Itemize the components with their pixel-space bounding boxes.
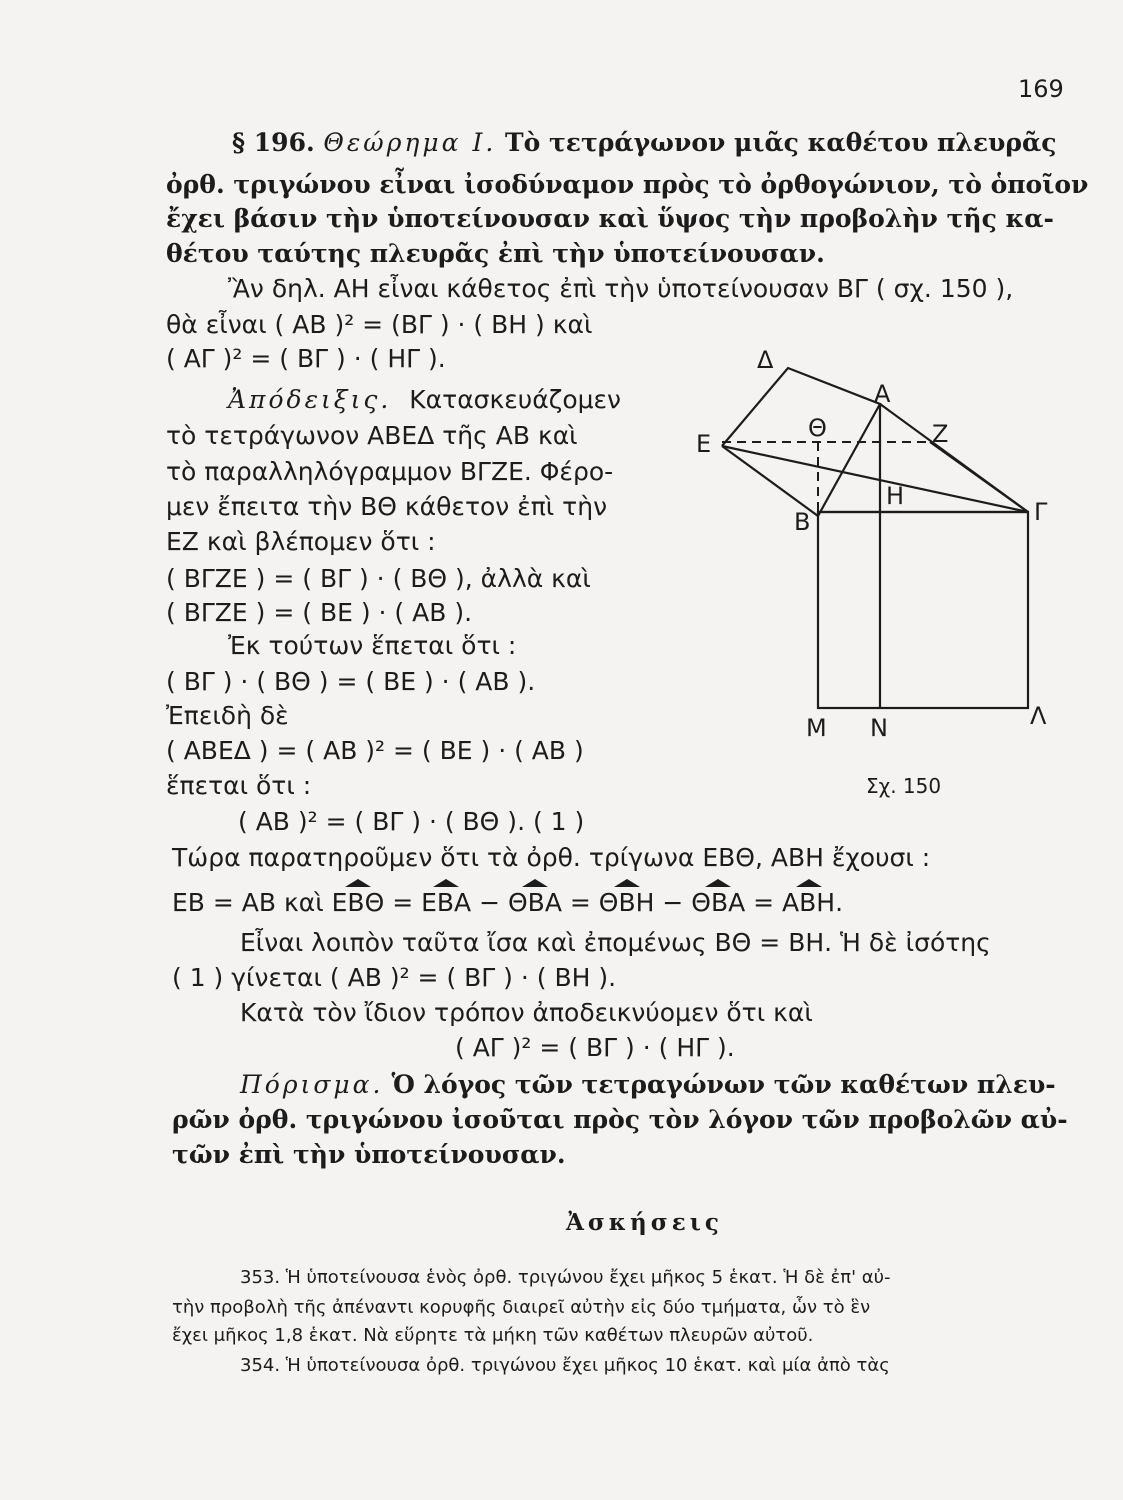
proof-line-2: τὸ τετράγωνον ΑΒΕΔ τῆς ΑΒ καὶ (166, 421, 578, 450)
minus-sign: − (471, 888, 508, 917)
section-number: § 196. (232, 128, 315, 157)
minus-sign: − (654, 888, 692, 917)
label-gamma: Γ (1034, 498, 1048, 526)
label-nu: Ν (870, 714, 888, 742)
proof-line-4: μεν ἔπειτα τὴν ΒΘ κάθετον ἐπὶ τὴν (166, 492, 608, 521)
proof-line-5: ΕΖ καὶ βλέπομεν ὅτι : (166, 527, 436, 556)
label-epsilon: Ε (696, 430, 712, 458)
proof-line-8: Ἐκ τούτων ἕπεται ὅτι : (228, 631, 517, 660)
proof-line-6: ( ΒΓΖΕ ) = ( ΒΓ ) · ( ΒΘ ), ἀλλὰ καὶ (166, 564, 591, 593)
angle-thba: ΘΒΑ (508, 888, 562, 918)
proof-label: Ἀπόδειξις. (228, 385, 392, 414)
proof-line-18: Κατὰ τὸν ἴδιον τρόπον ἀποδεικνύομεν ὅτι καὶ (240, 998, 813, 1027)
label-delta: Δ (757, 350, 774, 374)
proof-line-13: ( ΑΒ )² = ( ΒΓ ) · ( ΒΘ ). ( 1 ) (238, 807, 585, 836)
label-mu: Μ (806, 714, 827, 742)
statement-line-2: θὰ εἶναι ( ΑΒ )² = (ΒΓ ) · ( ΒΗ ) καὶ (166, 310, 593, 339)
eq-sign: = (384, 888, 422, 917)
label-alpha: Α (874, 380, 891, 408)
exercises-heading: Ἀσκήσεις (566, 1209, 723, 1236)
proof-line-7: ( ΒΓΖΕ ) = ( ΒΕ ) · ( ΑΒ ). (166, 598, 473, 627)
proof-line-16: Εἶναι λοιπὸν ταῦτα ἴσα καὶ ἐπομένως ΒΘ = ΒΗ. Ἡ δὲ ἰσότης (240, 928, 991, 957)
angle-thbh: ΘΒΗ (599, 888, 655, 918)
theorem-line-3: ἔχει βάσιν τὴν ὑποτείνουσαν καὶ ὕψος τὴν προβολὴν τῆς κα- (166, 204, 1054, 233)
label-beta: Β (794, 508, 811, 536)
period: . (835, 888, 844, 917)
corollary-line-3: τῶν ἐπὶ τὴν ὑποτείνουσαν. (172, 1140, 566, 1169)
proof-line-12: ἕπεται ὅτι : (166, 771, 312, 800)
angle-equation (172, 888, 843, 918)
angle-abh: ΑΒΗ (782, 888, 835, 918)
label-eta: Η (886, 482, 905, 510)
proof-line-3: τὸ παραλληλόγραμμον ΒΓΖΕ. Φέρο- (166, 457, 614, 486)
angle-eba: ΕΒΑ (421, 888, 471, 918)
theorem-line-2: ὀρθ. τριγώνου εἶναι ἰσοδύναμον πρὸς τὸ ὀρθογώνιον, τὸ ὁποῖον (166, 170, 1089, 199)
page-number: 169 (1018, 75, 1064, 103)
proof-line-1 (228, 385, 621, 415)
corollary-label: Πόρισμα. (240, 1070, 384, 1099)
exercise-353-line-3: ἔχει μῆκος 1,8 ἑκατ. Νὰ εὕρητε τὰ μήκη τῶν καθέτων πλευρῶν αὐτοῦ. (172, 1325, 814, 1346)
figure-150 (680, 350, 1060, 770)
proof-line-11: ( ΑΒΕΔ ) = ( ΑΒ )² = ( ΒΕ ) · ( ΑΒ ) (166, 736, 584, 765)
corollary-line-2: ρῶν ὀρθ. τριγώνου ἰσοῦται πρὸς τὸν λόγον τῶν προβολῶν αὐ- (172, 1105, 1068, 1134)
equation-start: ΕΒ = ΑΒ καὶ (172, 888, 324, 917)
exercise-354-line-1: 354. Ἡ ὑποτείνουσα ὀρθ. τριγώνου ἔχει μῆκος 10 ἑκατ. καὶ μία ἀπὸ τὰς (240, 1355, 890, 1376)
exercise-353-line-2: τὴν προβολὴ τῆς ἀπέναντι κορυφῆς διαιρεῖ αὐτὴν εἰς δύο τμήματα, ὧν τὸ ἓν (172, 1297, 871, 1318)
figure-caption: Σχ. 150 (866, 774, 942, 798)
eq-sign: = (561, 888, 599, 917)
proof-text: Κατασκευάζομεν (409, 385, 621, 414)
corollary-line-1 (240, 1070, 1056, 1100)
proof-line-14: Τώρα παρατηροῦμεν ὅτι τὰ ὀρθ. τρίγωνα ΕΒΘ, ΑΒΗ ἔχουσι : (172, 843, 931, 872)
angle-ebth: ΕΒΘ (332, 888, 385, 918)
proof-line-19: ( ΑΓ )² = ( ΒΓ ) · ( ΗΓ ). (455, 1033, 735, 1062)
rect-bglm (818, 512, 1028, 708)
statement-line-1: Ἂν δηλ. ΑΗ εἶναι κάθετος ἐπὶ τὴν ὑποτείνουσαν ΒΓ ( σχ. 150 ), (228, 274, 1014, 303)
label-zeta: Ζ (932, 420, 949, 448)
theorem-label: Θεώρημα Ι. (323, 128, 497, 157)
angle-thba-2: ΘΒΑ (691, 888, 745, 918)
proof-line-9: ( ΒΓ ) · ( ΒΘ ) = ( ΒΕ ) · ( ΑΒ ). (166, 667, 536, 696)
theorem-text: Τὸ τετράγωνον μιᾶς καθέτου πλευρᾶς (504, 128, 1057, 157)
statement-line-3: ( ΑΓ )² = ( ΒΓ ) · ( ΗΓ ). (166, 344, 446, 373)
theorem-line-1 (232, 128, 1056, 158)
proof-line-10: Ἐπειδὴ δὲ (166, 701, 289, 730)
theorem-line-4: θέτου ταύτης πλευρᾶς ἐπὶ τὴν ὑποτείνουσαν. (166, 239, 825, 268)
eq-sign: = (745, 888, 783, 917)
exercise-353-line-1: 353. Ἡ ὑποτείνουσα ἑνὸς ὀρθ. τριγώνου ἔχει μῆκος 5 ἑκατ. Ἡ δὲ ἐπ' αὐ- (240, 1267, 891, 1288)
label-lambda: Λ (1030, 702, 1047, 730)
label-theta: Θ (808, 414, 827, 442)
corollary-text: Ὁ λόγος τῶν τετραγώνων τῶν καθέτων πλευ- (391, 1070, 1056, 1099)
proof-line-17: ( 1 ) γίνεται ( ΑΒ )² = ( ΒΓ ) · ( ΒΗ ). (172, 963, 617, 992)
